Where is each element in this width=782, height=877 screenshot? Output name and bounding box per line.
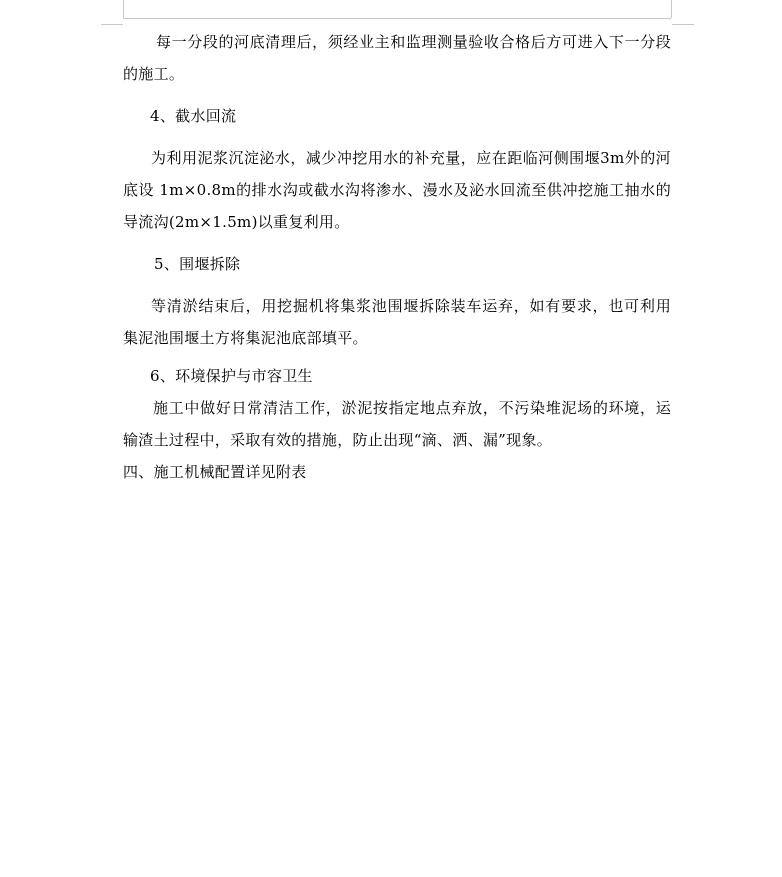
heading-machinery-configuration: 四、施工机械配置详见附表 xyxy=(123,463,307,481)
page-corner-mark-right xyxy=(672,24,694,25)
heading-environment-protection: 6、环境保护与市容卫生 xyxy=(150,367,313,385)
page-margin-mark-right xyxy=(671,0,672,18)
page-margin-mark-left xyxy=(123,0,124,18)
paragraph-cutoff-backflow: 为利用泥浆沉淀泌水，减少冲挖用水的补充量，应在距临河侧围堰3m外的河底设 1m×0.8m的排水沟或截水沟将渗水、漫水及泌水回流至供冲挖施工抽水的导流沟(2m×1.5m)以重复利用。 xyxy=(123,149,671,231)
heading-cutoff-backflow: 4、截水回流 xyxy=(150,107,237,125)
document-body xyxy=(123,26,671,488)
page-margin-mark-top xyxy=(123,18,671,19)
heading-cofferdam-removal: 5、围堰拆除 xyxy=(154,255,241,273)
paragraph-riverbed-cleanup: 每一分段的河底清理后，须经业主和监理测量验收合格后方可进入下一分段的施工。 xyxy=(123,33,671,83)
page-corner-mark-left xyxy=(101,24,123,25)
paragraph-cofferdam-removal: 等清淤结束后，用挖掘机将集浆池围堰拆除装车运弃，如有要求，也可利用集泥池围堰土方将集泥池底部填平。 xyxy=(123,297,671,347)
paragraph-environment-protection: 施工中做好日常清洁工作，淤泥按指定地点弃放，不污染堆泥场的环境，运输渣土过程中，采取有效的措施，防止出现“滴、洒、漏”现象。 xyxy=(123,399,671,449)
